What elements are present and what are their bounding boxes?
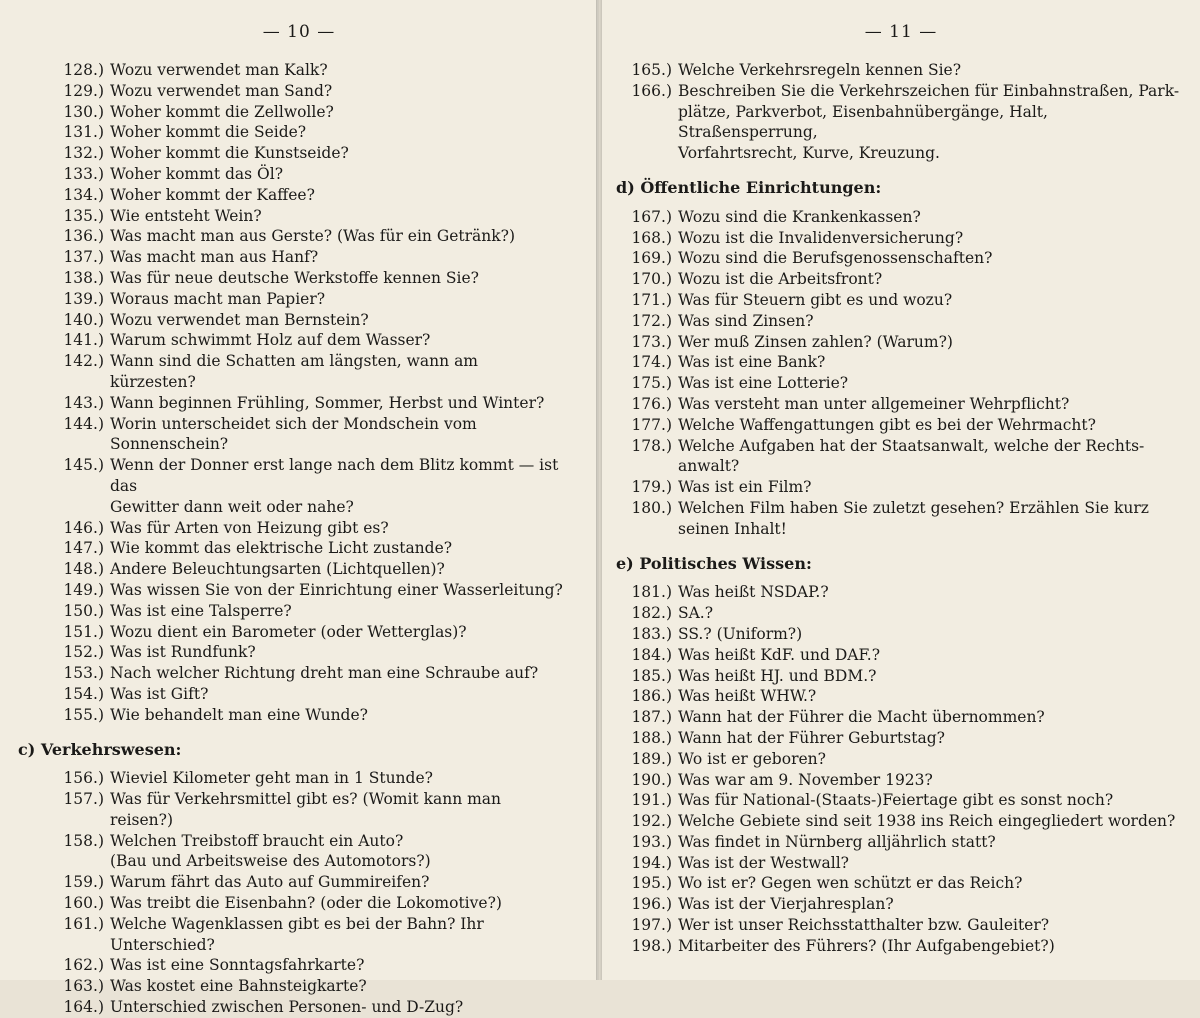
question-list — [616, 60, 1186, 957]
question-number: 146.) — [63, 518, 104, 537]
question-text: Was versteht man unter allgemeiner Wehrpflicht? — [678, 394, 1070, 413]
question-text: Wozu sind die Berufsgenossenschaften? — [678, 249, 993, 268]
left-page — [0, 0, 598, 1017]
question-item — [48, 997, 568, 1018]
question-text: Was kostet eine Bahnsteigkarte? — [110, 977, 367, 996]
question-text: Was ist eine Talsperre? — [110, 601, 292, 620]
question-item — [616, 477, 1186, 498]
question-item — [616, 811, 1186, 832]
question-number: 150.) — [63, 601, 104, 620]
question-item — [48, 289, 568, 310]
question-number: 178.) — [631, 436, 672, 455]
question-continuation: seinen Inhalt! — [678, 519, 787, 538]
question-item — [48, 684, 568, 705]
question-text: Was wissen Sie von der Einrichtung einer Wasserleitung? — [110, 580, 563, 599]
question-text: Wo ist er? Gegen wen schützt er das Reich? — [678, 874, 1023, 893]
question-text: Was sind Zinsen? — [678, 311, 814, 330]
question-number: 153.) — [63, 664, 104, 683]
question-item — [48, 976, 568, 997]
question-text: Wozu verwendet man Kalk? — [110, 61, 328, 79]
question-item — [616, 603, 1186, 624]
question-number: 130.) — [63, 102, 104, 121]
question-text: Welchen Treibstoff braucht ein Auto? — [110, 831, 404, 850]
question-number: 166.) — [631, 81, 672, 100]
question-item — [616, 394, 1186, 415]
question-number: 135.) — [63, 206, 104, 225]
question-text: SS.? (Uniform?) — [678, 624, 803, 643]
question-text: Worin unterscheidet sich der Mondschein vom Sonnenschein? — [110, 414, 477, 454]
question-number: 186.) — [631, 687, 672, 706]
question-continuation: (Bau und Arbeitsweise des Automotors?) — [110, 852, 431, 871]
question-text: Was ist Gift? — [110, 684, 209, 703]
section-heading: e) Politisches Wissen: — [616, 553, 812, 573]
question-number: 172.) — [631, 311, 672, 330]
question-item — [616, 269, 1186, 290]
question-number: 183.) — [631, 624, 672, 643]
question-text: Welche Gebiete sind seit 1938 ins Reich eingegliedert worden? — [678, 812, 1176, 831]
question-item — [616, 582, 1186, 603]
question-text: Was treibt die Eisenbahn? (oder die Lokomotive?) — [110, 894, 502, 913]
question-item — [48, 164, 568, 185]
question-text: Welche Aufgaben hat der Staatsanwalt, welche der Rechts- — [678, 436, 1145, 455]
question-text: Woher kommt die Kunstseide? — [110, 144, 349, 163]
question-item — [48, 268, 568, 289]
question-number: 159.) — [63, 873, 104, 892]
question-item — [48, 705, 568, 726]
question-number: 164.) — [63, 998, 104, 1017]
question-number: 175.) — [631, 374, 672, 393]
question-item — [48, 768, 568, 789]
question-text: Wie entsteht Wein? — [110, 206, 262, 225]
question-item — [48, 518, 568, 539]
question-number: 190.) — [631, 770, 672, 789]
question-number: 138.) — [63, 268, 104, 287]
question-list — [18, 60, 568, 1018]
question-text: Wo ist er geboren? — [678, 749, 826, 768]
question-number: 133.) — [63, 164, 104, 183]
question-item — [616, 749, 1186, 770]
question-item — [616, 352, 1186, 373]
question-item — [616, 832, 1186, 853]
question-item — [48, 663, 568, 684]
question-item — [48, 872, 568, 893]
question-item — [616, 311, 1186, 332]
question-text: Woraus macht man Papier? — [110, 289, 326, 308]
question-text: Warum fährt das Auto auf Gummireifen? — [110, 873, 430, 892]
question-text: Was war am 9. November 1923? — [678, 770, 933, 789]
question-item — [616, 415, 1186, 436]
question-text: Wann hat der Führer die Macht übernommen? — [678, 708, 1045, 727]
question-text: Was ist Rundfunk? — [110, 643, 256, 662]
question-continuation: Vorfahrtsrecht, Kurve, Kreuzung. — [678, 144, 940, 163]
question-number: 189.) — [631, 749, 672, 768]
question-number: 185.) — [631, 666, 672, 685]
question-number: 171.) — [631, 290, 672, 309]
question-text: Woher kommt das Öl? — [110, 164, 283, 183]
question-number: 177.) — [631, 415, 672, 434]
question-item — [48, 914, 568, 956]
question-number: 149.) — [63, 580, 104, 599]
question-number: 179.) — [631, 478, 672, 497]
question-text: Welche Verkehrsregeln kennen Sie? — [678, 61, 962, 79]
question-item — [616, 373, 1186, 394]
question-number: 195.) — [631, 874, 672, 893]
question-number: 168.) — [631, 228, 672, 247]
question-text: Was findet in Nürnberg alljährlich statt? — [678, 832, 996, 851]
question-item — [48, 538, 568, 559]
question-number: 196.) — [631, 895, 672, 914]
question-text: Wozu verwendet man Sand? — [110, 81, 333, 100]
question-item — [48, 831, 568, 852]
question-text: Warum schwimmt Holz auf dem Wasser? — [110, 331, 431, 350]
question-number: 158.) — [63, 831, 104, 850]
question-text: Welche Waffengattungen gibt es bei der Wehrmacht? — [678, 415, 1096, 434]
question-number: 182.) — [631, 604, 672, 623]
question-text: Unterschied zwischen Personen- und D-Zug? — [110, 998, 464, 1017]
question-item — [48, 414, 568, 456]
question-text: Wozu verwendet man Bernstein? — [110, 310, 369, 329]
question-number: 174.) — [631, 353, 672, 372]
question-item — [616, 936, 1186, 957]
question-number: 155.) — [63, 705, 104, 724]
question-text: Was heißt KdF. und DAF.? — [678, 645, 881, 664]
question-number: 187.) — [631, 708, 672, 727]
question-item — [616, 228, 1186, 249]
question-item — [616, 81, 1186, 102]
question-item — [616, 707, 1186, 728]
question-text: Was ist eine Lotterie? — [678, 374, 849, 393]
question-text: Wer muß Zinsen zahlen? (Warum?) — [678, 332, 953, 351]
question-number: 169.) — [631, 249, 672, 268]
question-item — [616, 624, 1186, 645]
question-number: 147.) — [63, 539, 104, 558]
question-number: 140.) — [63, 310, 104, 329]
question-number: 132.) — [63, 144, 104, 163]
question-text: Wer ist unser Reichsstatthalter bzw. Gauleiter? — [678, 916, 1050, 935]
question-text: Nach welcher Richtung dreht man eine Schraube auf? — [110, 664, 539, 683]
question-item — [616, 436, 1186, 457]
question-item — [48, 559, 568, 580]
question-number: 129.) — [63, 81, 104, 100]
question-number: 141.) — [63, 331, 104, 350]
question-item — [616, 728, 1186, 749]
question-number: 139.) — [63, 289, 104, 308]
question-item — [48, 580, 568, 601]
question-text: Was für neue deutsche Werkstoffe kennen Sie? — [110, 268, 479, 287]
right-page — [602, 0, 1200, 980]
section-heading: d) Öffentliche Einrichtungen: — [616, 177, 882, 197]
question-text: Wann hat der Führer Geburtstag? — [678, 728, 945, 747]
question-number: 173.) — [631, 332, 672, 351]
question-text: Was macht man aus Hanf? — [110, 248, 319, 267]
question-text: Was für Verkehrsmittel gibt es? (Womit kann man reisen?) — [110, 790, 502, 829]
question-number: 145.) — [63, 456, 104, 475]
question-item — [616, 645, 1186, 666]
question-item — [616, 290, 1186, 311]
question-number: 193.) — [631, 832, 672, 851]
question-number: 143.) — [63, 393, 104, 412]
question-item — [616, 60, 1186, 81]
question-number: 156.) — [63, 769, 104, 788]
question-item — [48, 206, 568, 227]
question-number: 131.) — [63, 123, 104, 142]
question-text: Wozu dient ein Barometer (oder Wetterglas)? — [110, 622, 467, 641]
question-number: 165.) — [631, 61, 672, 79]
question-number: 181.) — [631, 583, 672, 602]
question-item — [48, 143, 568, 164]
question-text: Was für Steuern gibt es und wozu? — [678, 290, 953, 309]
question-number: 160.) — [63, 894, 104, 913]
question-continuation: Gewitter dann weit oder nahe? — [110, 497, 354, 516]
question-number: 137.) — [63, 248, 104, 267]
question-item — [48, 789, 568, 831]
question-number: 151.) — [63, 622, 104, 641]
question-text: Wie kommt das elektrische Licht zustande? — [110, 539, 453, 558]
question-number: 134.) — [63, 185, 104, 204]
question-item — [616, 498, 1186, 519]
question-item — [616, 207, 1186, 228]
question-item — [48, 955, 568, 976]
question-text: Wenn der Donner erst lange nach dem Blitz kommt — ist das — [110, 456, 559, 495]
page-number: — 11 — — [864, 22, 938, 42]
question-number: 162.) — [63, 956, 104, 975]
question-item — [48, 893, 568, 914]
question-item — [616, 770, 1186, 791]
question-number: 157.) — [63, 790, 104, 809]
question-text: Wann sind die Schatten am längsten, wann am kürzesten? — [110, 352, 479, 391]
question-number: 180.) — [631, 498, 672, 517]
question-continuation: anwalt? — [678, 457, 740, 476]
section-heading: c) Verkehrswesen: — [18, 739, 182, 759]
question-item — [616, 248, 1186, 269]
question-item — [48, 226, 568, 247]
question-item — [616, 915, 1186, 936]
question-number: 167.) — [631, 207, 672, 226]
question-number: 184.) — [631, 645, 672, 664]
question-item — [48, 393, 568, 414]
question-item — [48, 601, 568, 622]
question-number: 194.) — [631, 853, 672, 872]
question-item — [48, 102, 568, 123]
question-item — [616, 790, 1186, 811]
question-text: SA.? — [678, 604, 714, 623]
question-number: 136.) — [63, 227, 104, 246]
question-item — [48, 60, 568, 81]
question-text: Was ist der Westwall? — [678, 853, 849, 872]
question-text: Wozu sind die Krankenkassen? — [678, 207, 921, 226]
question-number: 188.) — [631, 728, 672, 747]
question-item — [616, 686, 1186, 707]
question-item — [616, 894, 1186, 915]
question-text: Woher kommt die Seide? — [110, 123, 307, 142]
question-text: Was heißt WHW.? — [678, 687, 817, 706]
question-item — [48, 81, 568, 102]
question-text: Wie behandelt man eine Wunde? — [110, 705, 368, 724]
question-item — [616, 873, 1186, 894]
question-text: Was für Arten von Heizung gibt es? — [110, 518, 389, 537]
question-text: Was ist eine Bank? — [678, 353, 826, 372]
question-item — [616, 666, 1186, 687]
question-number: 192.) — [631, 812, 672, 831]
question-item — [48, 310, 568, 331]
question-number: 144.) — [63, 414, 104, 433]
question-text: Was ist ein Film? — [678, 478, 812, 497]
question-number: 154.) — [63, 684, 104, 703]
question-item — [616, 332, 1186, 353]
question-continuation: plätze, Parkverbot, Eisenbahnübergänge, Halt, Straßensperrung, — [678, 102, 1048, 142]
question-text: Was ist der Vierjahresplan? — [678, 895, 894, 914]
question-text: Was für National-(Staats-)Feiertage gibt es sonst noch? — [678, 791, 1114, 810]
question-text: Andere Beleuchtungsarten (Lichtquellen)? — [110, 560, 445, 579]
question-number: 176.) — [631, 394, 672, 413]
question-text: Was macht man aus Gerste? (Was für ein Getränk?) — [110, 227, 515, 246]
question-text: Welche Wagenklassen gibt es bei der Bahn? Ihr Unterschied? — [110, 914, 484, 954]
question-item — [48, 330, 568, 351]
question-number: 128.) — [63, 61, 104, 79]
question-text: Woher kommt die Zellwolle? — [110, 102, 334, 121]
question-item — [48, 122, 568, 143]
question-text: Was heißt HJ. und BDM.? — [678, 666, 877, 685]
question-text: Wozu ist die Arbeitsfront? — [678, 270, 883, 289]
question-text: Mitarbeiter des Führers? (Ihr Aufgabengebiet?) — [678, 936, 1055, 955]
question-text: Wieviel Kilometer geht man in 1 Stunde? — [110, 769, 433, 788]
question-text: Wozu ist die Invalidenversicherung? — [678, 228, 964, 247]
question-text: Beschreiben Sie die Verkehrszeichen für Einbahnstraßen, Park- — [678, 81, 1180, 100]
question-item — [48, 622, 568, 643]
question-item — [48, 185, 568, 206]
page-number: — 10 — — [262, 22, 336, 42]
question-number: 161.) — [63, 914, 104, 933]
question-number: 148.) — [63, 560, 104, 579]
question-text: Was ist eine Sonntagsfahrkarte? — [110, 956, 365, 975]
question-item — [48, 455, 568, 497]
question-item — [48, 247, 568, 268]
question-number: 198.) — [631, 936, 672, 955]
question-item — [616, 853, 1186, 874]
question-number: 163.) — [63, 977, 104, 996]
question-number: 170.) — [631, 270, 672, 289]
question-text: Wann beginnen Frühling, Sommer, Herbst und Winter? — [110, 393, 545, 412]
question-item — [48, 642, 568, 663]
question-text: Was heißt NSDAP.? — [678, 583, 829, 602]
question-item — [48, 351, 568, 393]
question-text: Woher kommt der Kaffee? — [110, 185, 315, 204]
question-number: 142.) — [63, 352, 104, 371]
question-text: Welchen Film haben Sie zuletzt gesehen? Erzählen Sie kurz — [678, 498, 1149, 517]
question-number: 197.) — [631, 916, 672, 935]
question-number: 152.) — [63, 643, 104, 662]
question-number: 191.) — [631, 791, 672, 810]
